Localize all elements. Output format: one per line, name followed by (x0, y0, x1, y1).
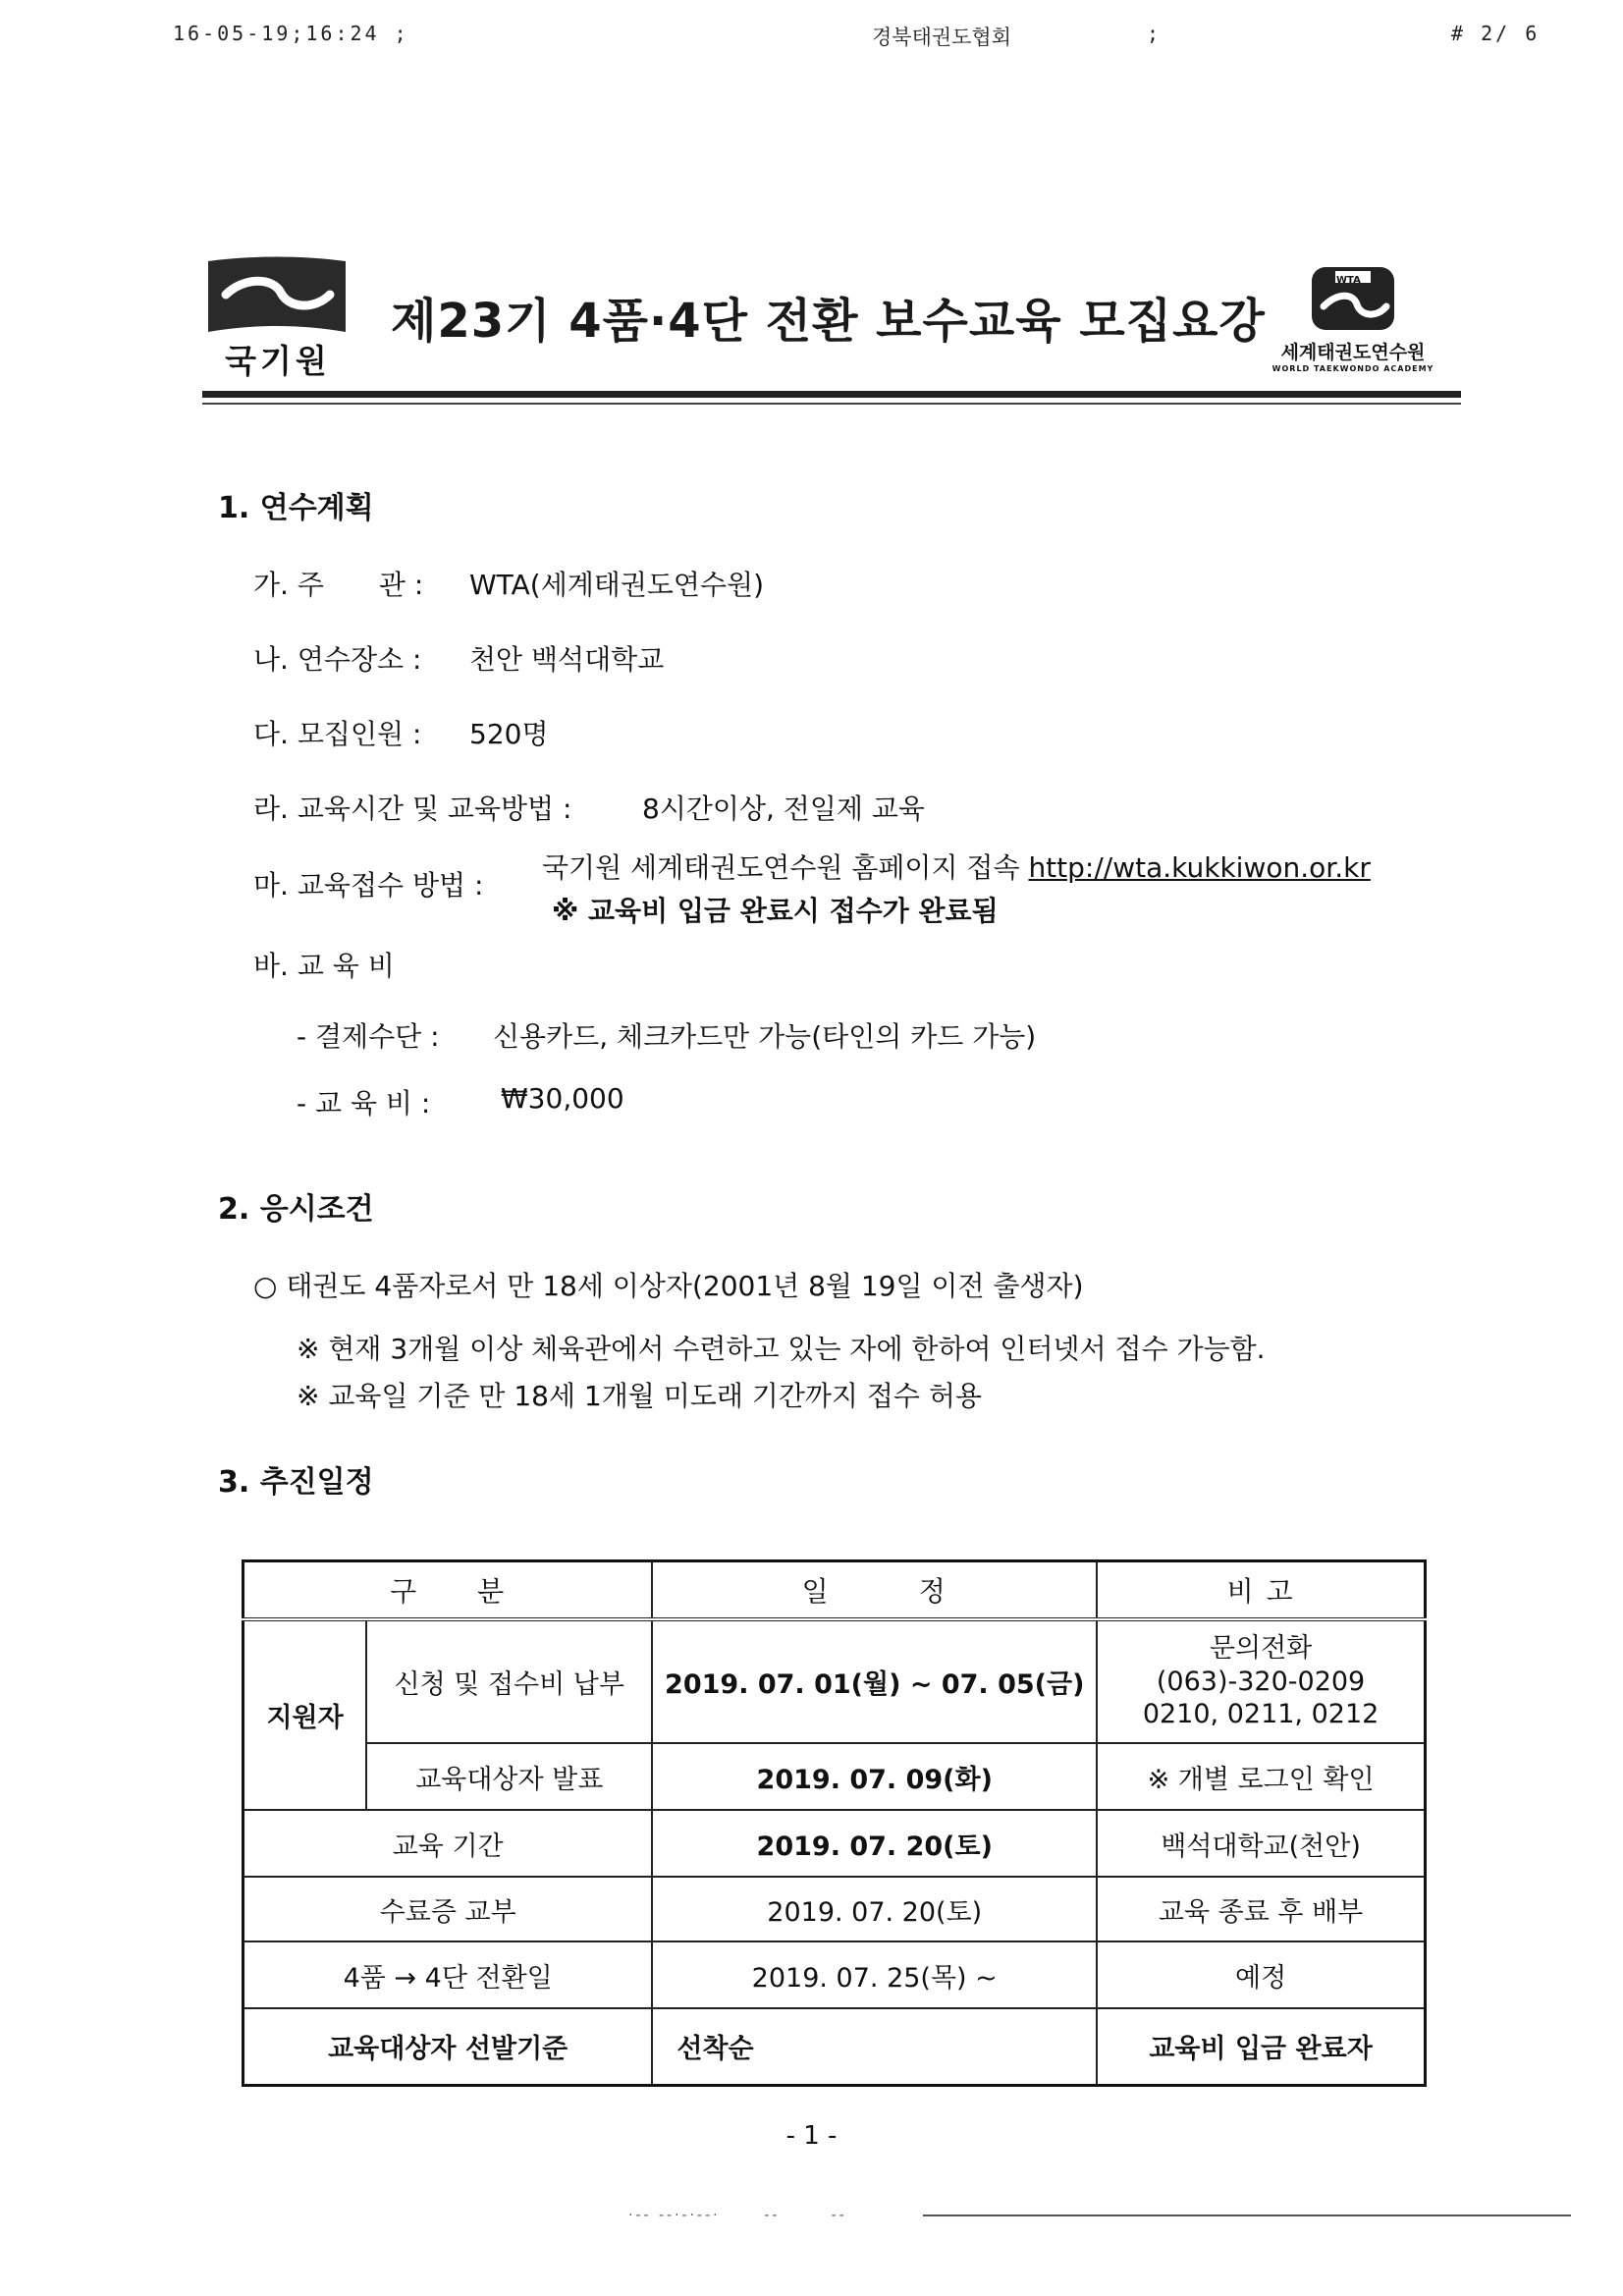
schedule-date-cell: 2019. 07. 20(토) (652, 1877, 1097, 1941)
column-header-category: 구 분 (243, 1561, 653, 1620)
page-number: - 1 - (785, 2121, 838, 2151)
inquiry-extensions: 0210, 0211, 0212 (1142, 1699, 1380, 1730)
inquiry-label: 문의전화 (1209, 1632, 1313, 1664)
wta-logo (1239, 263, 1467, 391)
eligibility-note: ※ 현재 3개월 이상 체육관에서 수련하고 있는 자에 한하여 인터넷서 접수 가능함. (297, 1333, 1266, 1365)
table-row (243, 1810, 1426, 1877)
footer-rule (923, 2214, 1571, 2216)
scan-artifact: ·-- --·-·--· -- -- (628, 2208, 847, 2223)
wta-logo-subtext: WORLD TAEKWONDO ACADEMY (1271, 364, 1434, 373)
plan-apply-line: 국기원 세계태권도연수원 홈페이지 접속 (542, 851, 1020, 884)
schedule-item-cell: 신청 및 접수비 납부 (366, 1619, 652, 1743)
schedule-note-cell: ※ 개별 로그인 확인 (1097, 1743, 1425, 1810)
schedule-date-cell: 2019. 07. 01(월) ~ 07. 05(금) (652, 1619, 1097, 1743)
schedule-item-cell: 수료증 교부 (243, 1877, 653, 1941)
wta-logo-text: 세계태권도연수원 (1280, 342, 1426, 363)
schedule-note-cell: 백석대학교(천안) (1097, 1810, 1425, 1877)
fax-sender: 경북태권도협회 (872, 26, 1012, 49)
plan-apply-text (542, 847, 1371, 886)
schedule-date-cell: 2019. 07. 25(목) ~ (652, 1941, 1097, 2008)
kukkiwon-logo-text: 국기원 (225, 342, 331, 380)
wta-emblem-icon (1308, 263, 1398, 334)
fee-payment-label: - 결제수단 : (297, 1020, 440, 1053)
schedule-note-cell: 교육 종료 후 배부 (1097, 1877, 1425, 1941)
table-row (243, 1743, 1426, 1810)
header-rule-thin (202, 403, 1461, 405)
schedule-item-cell: 교육대상자 선발기준 (243, 2008, 653, 2085)
plan-apply-label: 마. 교육접수 방법 : (253, 869, 484, 902)
schedule-item-cell: 교육 기간 (243, 1810, 653, 1877)
kukkiwon-emblem-icon (204, 255, 350, 336)
column-header-schedule: 일 정 (652, 1561, 1097, 1620)
schedule-item-cell: 4품 → 4단 전환일 (243, 1941, 653, 2008)
document-title: 제23기 4품·4단 전환 보수교육 모집요강 (391, 294, 1266, 349)
table-row (243, 1941, 1426, 2008)
section-heading-schedule: 3. 추진일정 (218, 1465, 374, 1500)
plan-capacity-label: 다. 모집인원 : (253, 718, 422, 750)
schedule-date-cell: 선착순 (652, 2008, 1097, 2085)
plan-venue-value: 천안 백석대학교 (469, 643, 665, 676)
wta-badge: WTA (1336, 275, 1361, 286)
schedule-item-cell: 교육대상자 발표 (366, 1743, 652, 1810)
eligibility-condition: ○ 태권도 4품자로서 만 18세 이상자(2001년 8월 19일 이전 출생자) (253, 1270, 1084, 1302)
eligibility-note: ※ 교육일 기준 만 18세 1개월 미도래 기간까지 접수 허용 (297, 1380, 982, 1412)
section-heading-eligibility: 2. 응시조건 (218, 1192, 374, 1227)
plan-fee-label: 바. 교 육 비 (253, 950, 395, 982)
schedule-note-cell (1097, 1619, 1425, 1743)
fax-timestamp: 16-05-19;16:24 ; (173, 22, 409, 45)
inquiry-phone: (063)-320-0209 (1156, 1666, 1366, 1697)
plan-hours-value: 8시간이상, 전일제 교육 (642, 793, 925, 825)
section-heading-plan: 1. 연수계획 (218, 491, 374, 525)
schedule-table (242, 1559, 1427, 2087)
plan-capacity-value: 520명 (469, 718, 549, 750)
fee-amount-label: - 교 육 비 : (297, 1087, 431, 1120)
column-header-remarks: 비 고 (1097, 1561, 1425, 1620)
table-row (243, 1877, 1426, 1941)
plan-hours-label: 라. 교육시간 및 교육방법 : (253, 793, 572, 825)
schedule-date-cell: 2019. 07. 09(화) (652, 1743, 1097, 1810)
applicant-group-cell: 지원자 (243, 1619, 367, 1810)
wta-homepage-link[interactable]: http://wta.kukkiwon.or.kr (1028, 851, 1371, 884)
fee-amount-value: ₩30,000 (501, 1082, 624, 1115)
schedule-note-cell: 교육비 입금 완료자 (1097, 2008, 1425, 2085)
fee-payment-value: 신용카드, 체크카드만 가능(타인의 카드 가능) (493, 1020, 1037, 1053)
plan-venue-label: 나. 연수장소 : (253, 643, 422, 676)
plan-apply-note: ※ 교육비 입금 완료시 접수가 완료됨 (552, 895, 999, 927)
schedule-note-cell: 예정 (1097, 1941, 1425, 2008)
plan-host-value: WTA(세계태권도연수원) (469, 569, 765, 601)
table-header-row (243, 1561, 1426, 1620)
schedule-date-cell: 2019. 07. 20(토) (652, 1810, 1097, 1877)
table-row (243, 2008, 1426, 2085)
plan-host-label: 가. 주 관 : (253, 569, 424, 601)
fax-separator: ; (1147, 22, 1163, 45)
header-rule (202, 391, 1461, 398)
table-row (243, 1619, 1426, 1743)
fax-page: # 2/ 6 (1451, 22, 1541, 45)
kukkiwon-logo (204, 255, 352, 383)
